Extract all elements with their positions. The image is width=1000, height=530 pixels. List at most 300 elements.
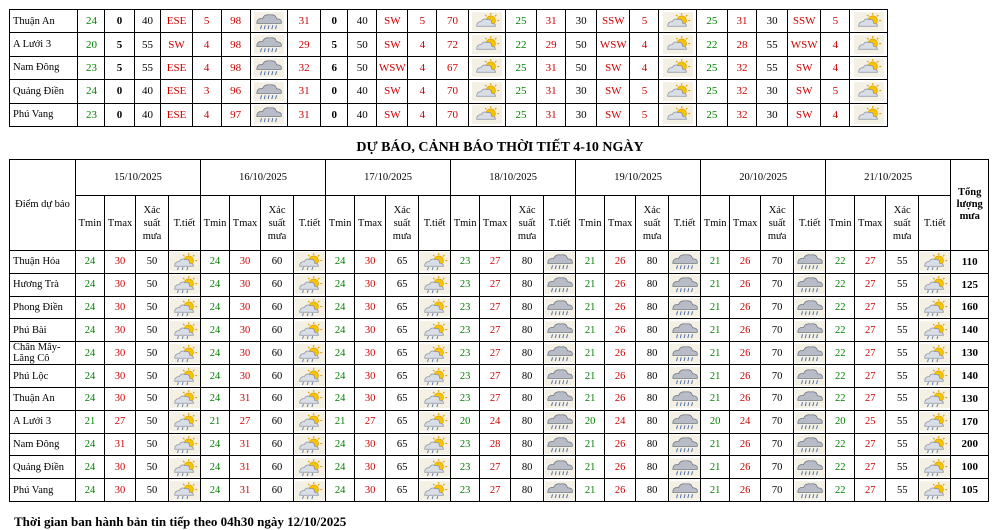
rain-probability: 80 bbox=[511, 387, 544, 410]
tmin-value: 24 bbox=[326, 342, 355, 365]
rain-cloud-icon bbox=[544, 433, 576, 456]
rain-probability: 50 bbox=[136, 365, 169, 388]
sun-cloud-rain-icon bbox=[294, 365, 326, 388]
tmin-value: 21 bbox=[701, 273, 730, 296]
tmax-value: 31 bbox=[230, 456, 261, 479]
weather-value: SSW bbox=[788, 10, 821, 33]
tmax-value: 30 bbox=[105, 296, 136, 319]
rain-cloud-icon bbox=[669, 251, 701, 274]
forecast-subheader: Tmax bbox=[605, 196, 636, 251]
rain-probability: 65 bbox=[386, 387, 419, 410]
rain-cloud-icon bbox=[669, 273, 701, 296]
forecast-subheader: Tmax bbox=[105, 196, 136, 251]
rain-cloud-icon bbox=[544, 273, 576, 296]
sun-cloud-rain-icon bbox=[169, 365, 201, 388]
rain-cloud-icon bbox=[669, 410, 701, 433]
tmin-value: 24 bbox=[76, 365, 105, 388]
weather-value: 28 bbox=[727, 33, 756, 56]
weather-value: 40 bbox=[134, 103, 161, 126]
weather-value: 5 bbox=[192, 10, 221, 33]
weather-value: 67 bbox=[437, 56, 468, 79]
sun-cloud-rain-icon bbox=[294, 479, 326, 502]
sun-cloud-rain-icon bbox=[419, 296, 451, 319]
sun-cloud-icon bbox=[850, 56, 888, 79]
tmax-value: 27 bbox=[355, 410, 386, 433]
tmin-value: 21 bbox=[701, 251, 730, 274]
tmax-value: 27 bbox=[480, 342, 511, 365]
forecast-subheader: T.tiết bbox=[544, 196, 576, 251]
rain-probability: 70 bbox=[761, 456, 794, 479]
sun-cloud-rain-icon bbox=[919, 342, 951, 365]
sun-cloud-rain-icon bbox=[294, 251, 326, 274]
weather-value: 32 bbox=[727, 56, 756, 79]
tmin-value: 24 bbox=[326, 479, 355, 502]
weather-value: 31 bbox=[288, 10, 321, 33]
tmin-value: 24 bbox=[201, 433, 230, 456]
forecast-subheader: Xác suất mưa bbox=[761, 196, 794, 251]
weather-value: 50 bbox=[348, 33, 377, 56]
total-rainfall: 200 bbox=[951, 433, 989, 456]
tmin-value: 21 bbox=[576, 387, 605, 410]
forecast-subheader: T.tiết bbox=[294, 196, 326, 251]
weather-value: 30 bbox=[757, 10, 788, 33]
tmax-value: 26 bbox=[605, 296, 636, 319]
sun-cloud-rain-icon bbox=[919, 433, 951, 456]
sun-cloud-rain-icon bbox=[169, 273, 201, 296]
tmin-value: 24 bbox=[201, 479, 230, 502]
forecast-subheader: T.tiết bbox=[669, 196, 701, 251]
tmin-value: 22 bbox=[826, 433, 855, 456]
weather-value: 40 bbox=[348, 10, 377, 33]
sun-cloud-rain-icon bbox=[169, 387, 201, 410]
weather-value: SW bbox=[788, 80, 821, 103]
place-name: A Lưới 3 bbox=[10, 410, 76, 433]
weather-value: 50 bbox=[348, 56, 377, 79]
weather-value: SW bbox=[597, 56, 630, 79]
rain-probability: 55 bbox=[886, 433, 919, 456]
tmin-value: 24 bbox=[76, 433, 105, 456]
tmax-value: 31 bbox=[230, 479, 261, 502]
current-weather-row bbox=[10, 103, 888, 126]
tmin-value: 21 bbox=[701, 319, 730, 342]
place-name: Quảng Điền bbox=[10, 80, 78, 103]
next-bulletin-note: Thời gian ban hành bản tin tiếp theo 04h30 ngày 12/10/2025 bbox=[14, 514, 347, 529]
sun-cloud-rain-icon bbox=[919, 456, 951, 479]
rain-probability: 70 bbox=[761, 319, 794, 342]
rain-probability: 60 bbox=[261, 433, 294, 456]
tmin-value: 23 bbox=[451, 319, 480, 342]
tmax-value: 30 bbox=[230, 319, 261, 342]
weather-value: 0 bbox=[105, 103, 134, 126]
rain-cloud-icon bbox=[794, 479, 826, 502]
rain-probability: 80 bbox=[636, 342, 669, 365]
weather-value: 5 bbox=[630, 80, 659, 103]
weather-value: SW bbox=[377, 33, 408, 56]
place-name: Thuận An bbox=[10, 10, 78, 33]
rain-probability: 55 bbox=[886, 410, 919, 433]
weather-value: SW bbox=[377, 80, 408, 103]
weather-value: 6 bbox=[321, 56, 348, 79]
weather-value: SW bbox=[161, 33, 192, 56]
total-rainfall: 140 bbox=[951, 365, 989, 388]
rain-cloud-icon bbox=[544, 410, 576, 433]
sun-cloud-rain-icon bbox=[419, 433, 451, 456]
weather-value: 70 bbox=[437, 10, 468, 33]
rain-cloud-icon bbox=[250, 103, 287, 126]
weather-value: 4 bbox=[192, 33, 221, 56]
weather-value: 0 bbox=[105, 10, 134, 33]
weather-value: 31 bbox=[727, 10, 756, 33]
rain-probability: 70 bbox=[761, 273, 794, 296]
rain-cloud-icon bbox=[544, 319, 576, 342]
forecast-subheader: Xác suất mưa bbox=[386, 196, 419, 251]
tmax-value: 24 bbox=[605, 410, 636, 433]
weather-value: 25 bbox=[505, 56, 536, 79]
weather-value: ESE bbox=[161, 56, 192, 79]
weather-value: 30 bbox=[757, 103, 788, 126]
tmin-value: 22 bbox=[826, 319, 855, 342]
tmin-value: 24 bbox=[76, 296, 105, 319]
weather-value: 25 bbox=[696, 103, 727, 126]
forecast-date: 21/10/2025 bbox=[826, 160, 951, 196]
rain-probability: 60 bbox=[261, 479, 294, 502]
tmin-value: 21 bbox=[576, 433, 605, 456]
tmin-value: 23 bbox=[451, 251, 480, 274]
tmin-value: 23 bbox=[451, 296, 480, 319]
place-name: Nam Đông bbox=[10, 433, 76, 456]
tmin-value: 22 bbox=[826, 365, 855, 388]
tmin-value: 21 bbox=[701, 433, 730, 456]
rain-cloud-icon bbox=[794, 342, 826, 365]
sun-cloud-rain-icon bbox=[169, 251, 201, 274]
weather-value: 70 bbox=[437, 80, 468, 103]
rain-probability: 50 bbox=[136, 456, 169, 479]
rain-probability: 55 bbox=[886, 319, 919, 342]
tmin-value: 22 bbox=[826, 251, 855, 274]
tmin-value: 24 bbox=[201, 319, 230, 342]
tmax-value: 30 bbox=[105, 456, 136, 479]
weather-value: ESE bbox=[161, 80, 192, 103]
weather-value: SSW bbox=[597, 10, 630, 33]
rain-probability: 80 bbox=[636, 296, 669, 319]
place-name: Nam Đông bbox=[10, 56, 78, 79]
rain-cloud-icon bbox=[544, 387, 576, 410]
weather-value: 22 bbox=[696, 33, 727, 56]
total-rainfall: 130 bbox=[951, 387, 989, 410]
rain-cloud-icon bbox=[250, 56, 287, 79]
forecast-subheader: T.tiết bbox=[919, 196, 951, 251]
tmax-value: 26 bbox=[605, 456, 636, 479]
rain-cloud-icon bbox=[544, 479, 576, 502]
weather-value: 32 bbox=[288, 56, 321, 79]
forecast-row bbox=[10, 479, 989, 502]
weather-value: 5 bbox=[630, 103, 659, 126]
tmax-value: 26 bbox=[730, 273, 761, 296]
tmax-value: 30 bbox=[230, 342, 261, 365]
rain-probability: 50 bbox=[136, 251, 169, 274]
tmax-value: 30 bbox=[355, 365, 386, 388]
total-rainfall: 160 bbox=[951, 296, 989, 319]
weather-value: 50 bbox=[566, 33, 597, 56]
tmax-value: 30 bbox=[105, 342, 136, 365]
tmax-value: 28 bbox=[480, 433, 511, 456]
rain-probability: 55 bbox=[886, 342, 919, 365]
weather-value: 55 bbox=[134, 33, 161, 56]
forecast-date: 16/10/2025 bbox=[201, 160, 326, 196]
forecast-row bbox=[10, 251, 989, 274]
rain-probability: 65 bbox=[386, 456, 419, 479]
tmin-value: 24 bbox=[76, 456, 105, 479]
tmax-value: 27 bbox=[480, 251, 511, 274]
rain-cloud-icon bbox=[250, 10, 287, 33]
weather-value: 31 bbox=[288, 80, 321, 103]
rain-probability: 80 bbox=[636, 479, 669, 502]
tmax-value: 27 bbox=[855, 433, 886, 456]
forecast-subheader: Tmin bbox=[576, 196, 605, 251]
rain-cloud-icon bbox=[250, 80, 287, 103]
rain-cloud-icon bbox=[669, 479, 701, 502]
rain-probability: 50 bbox=[136, 319, 169, 342]
weather-value: 25 bbox=[505, 103, 536, 126]
tmax-value: 30 bbox=[105, 479, 136, 502]
rain-probability: 70 bbox=[761, 251, 794, 274]
tmax-value: 27 bbox=[855, 296, 886, 319]
rain-probability: 55 bbox=[886, 251, 919, 274]
rain-probability: 65 bbox=[386, 433, 419, 456]
forecast-row bbox=[10, 342, 989, 365]
tmin-value: 23 bbox=[451, 479, 480, 502]
tmax-value: 27 bbox=[855, 319, 886, 342]
sun-cloud-rain-icon bbox=[294, 410, 326, 433]
tmin-value: 21 bbox=[576, 479, 605, 502]
sun-cloud-rain-icon bbox=[169, 456, 201, 479]
tmax-value: 30 bbox=[105, 387, 136, 410]
forecast-date: 18/10/2025 bbox=[451, 160, 576, 196]
rain-probability: 80 bbox=[511, 251, 544, 274]
tmax-value: 27 bbox=[480, 365, 511, 388]
rain-cloud-icon bbox=[794, 365, 826, 388]
weather-value: 50 bbox=[566, 56, 597, 79]
rain-probability: 70 bbox=[761, 433, 794, 456]
tmax-value: 31 bbox=[105, 433, 136, 456]
sun-cloud-rain-icon bbox=[294, 319, 326, 342]
tmax-value: 30 bbox=[355, 387, 386, 410]
tmax-value: 26 bbox=[730, 479, 761, 502]
weather-value: 31 bbox=[537, 10, 566, 33]
tmax-value: 31 bbox=[230, 433, 261, 456]
weather-value: 29 bbox=[537, 33, 566, 56]
tmax-value: 27 bbox=[855, 273, 886, 296]
tmin-value: 22 bbox=[826, 296, 855, 319]
rain-probability: 65 bbox=[386, 342, 419, 365]
rain-probability: 70 bbox=[761, 296, 794, 319]
tmin-value: 24 bbox=[201, 296, 230, 319]
weather-value: 4 bbox=[630, 56, 659, 79]
forecast-subheader: T.tiết bbox=[169, 196, 201, 251]
weather-value: 5 bbox=[630, 10, 659, 33]
sun-cloud-rain-icon bbox=[919, 296, 951, 319]
forecast-subheader: Tmin bbox=[451, 196, 480, 251]
sun-cloud-rain-icon bbox=[294, 342, 326, 365]
tmax-value: 27 bbox=[480, 296, 511, 319]
weather-value: 96 bbox=[221, 80, 250, 103]
tmax-value: 26 bbox=[730, 342, 761, 365]
weather-value: 22 bbox=[505, 33, 536, 56]
weather-value: 97 bbox=[221, 103, 250, 126]
tmin-value: 24 bbox=[326, 456, 355, 479]
weather-value: 5 bbox=[321, 33, 348, 56]
forecast-table bbox=[9, 159, 989, 502]
tmin-value: 24 bbox=[76, 342, 105, 365]
rain-cloud-icon bbox=[794, 319, 826, 342]
place-header: Điểm dự báo bbox=[10, 160, 76, 251]
rain-cloud-icon bbox=[544, 251, 576, 274]
tmin-value: 21 bbox=[701, 296, 730, 319]
place-name: Phú Vang bbox=[10, 479, 76, 502]
tmax-value: 26 bbox=[730, 296, 761, 319]
place-name: Thuận An bbox=[10, 387, 76, 410]
sun-cloud-rain-icon bbox=[419, 342, 451, 365]
forecast-subheader: Xác suất mưa bbox=[511, 196, 544, 251]
tmin-value: 21 bbox=[701, 365, 730, 388]
sun-cloud-rain-icon bbox=[169, 410, 201, 433]
tmin-value: 22 bbox=[826, 456, 855, 479]
rain-probability: 55 bbox=[886, 273, 919, 296]
forecast-row bbox=[10, 365, 989, 388]
weather-value: 24 bbox=[78, 80, 105, 103]
tmin-value: 24 bbox=[326, 387, 355, 410]
tmax-value: 30 bbox=[230, 365, 261, 388]
rain-probability: 55 bbox=[886, 479, 919, 502]
weather-value: 4 bbox=[630, 33, 659, 56]
forecast-subheader: Tmax bbox=[355, 196, 386, 251]
forecast-subheader: Tmax bbox=[730, 196, 761, 251]
tmin-value: 22 bbox=[826, 273, 855, 296]
weather-value: SW bbox=[377, 103, 408, 126]
weather-value: 25 bbox=[505, 80, 536, 103]
tmax-value: 26 bbox=[605, 319, 636, 342]
weather-value: 31 bbox=[288, 103, 321, 126]
tmin-value: 24 bbox=[201, 456, 230, 479]
rain-probability: 50 bbox=[136, 273, 169, 296]
weather-value: 31 bbox=[537, 56, 566, 79]
rain-probability: 80 bbox=[636, 365, 669, 388]
weather-value: 30 bbox=[566, 103, 597, 126]
weather-value: WSW bbox=[597, 33, 630, 56]
tmax-value: 24 bbox=[480, 410, 511, 433]
tmax-value: 30 bbox=[105, 251, 136, 274]
tmax-value: 27 bbox=[855, 342, 886, 365]
rain-cloud-icon bbox=[794, 433, 826, 456]
rain-probability: 70 bbox=[761, 410, 794, 433]
rain-probability: 55 bbox=[886, 296, 919, 319]
rain-probability: 80 bbox=[636, 319, 669, 342]
tmin-value: 20 bbox=[576, 410, 605, 433]
sun-cloud-rain-icon bbox=[169, 433, 201, 456]
forecast-subheader: T.tiết bbox=[794, 196, 826, 251]
sun-cloud-rain-icon bbox=[294, 273, 326, 296]
tmax-value: 30 bbox=[355, 319, 386, 342]
forecast-row bbox=[10, 319, 989, 342]
weather-value: 5 bbox=[821, 10, 850, 33]
tmin-value: 21 bbox=[326, 410, 355, 433]
tmax-value: 26 bbox=[605, 251, 636, 274]
place-name: Chân Mây-Lăng Cô bbox=[10, 342, 76, 365]
sun-cloud-icon bbox=[468, 56, 505, 79]
rain-probability: 80 bbox=[511, 365, 544, 388]
weather-value: 55 bbox=[757, 56, 788, 79]
sun-cloud-rain-icon bbox=[294, 296, 326, 319]
weather-value: 25 bbox=[696, 56, 727, 79]
weather-value: ESE bbox=[161, 10, 192, 33]
weather-value: SW bbox=[377, 10, 408, 33]
rain-probability: 65 bbox=[386, 319, 419, 342]
rain-probability: 80 bbox=[636, 387, 669, 410]
weather-value: 98 bbox=[221, 56, 250, 79]
weather-value: SW bbox=[788, 56, 821, 79]
rain-cloud-icon bbox=[794, 387, 826, 410]
weather-value: 4 bbox=[192, 103, 221, 126]
current-weather-row bbox=[10, 80, 888, 103]
forecast-date: 17/10/2025 bbox=[326, 160, 451, 196]
sun-cloud-rain-icon bbox=[294, 433, 326, 456]
forecast-title: DỰ BÁO, CẢNH BÁO THỜI TIẾT 4-10 NGÀY bbox=[356, 140, 644, 155]
tmax-value: 25 bbox=[855, 410, 886, 433]
tmax-value: 27 bbox=[480, 387, 511, 410]
tmax-value: 26 bbox=[605, 387, 636, 410]
tmax-value: 30 bbox=[230, 296, 261, 319]
weather-value: 25 bbox=[505, 10, 536, 33]
forecast-row bbox=[10, 387, 989, 410]
sun-cloud-rain-icon bbox=[419, 410, 451, 433]
rain-probability: 55 bbox=[886, 387, 919, 410]
weather-value: 24 bbox=[78, 10, 105, 33]
tmax-value: 26 bbox=[605, 273, 636, 296]
tmax-value: 24 bbox=[730, 410, 761, 433]
sun-cloud-rain-icon bbox=[419, 479, 451, 502]
sun-cloud-rain-icon bbox=[419, 319, 451, 342]
sun-cloud-icon bbox=[468, 80, 505, 103]
tmin-value: 24 bbox=[326, 433, 355, 456]
tmax-value: 30 bbox=[355, 479, 386, 502]
tmax-value: 26 bbox=[730, 456, 761, 479]
tmin-value: 22 bbox=[826, 342, 855, 365]
total-rainfall: 140 bbox=[951, 319, 989, 342]
rain-probability: 55 bbox=[886, 456, 919, 479]
rain-probability: 65 bbox=[386, 251, 419, 274]
current-weather-row bbox=[10, 33, 888, 56]
tmin-value: 24 bbox=[201, 342, 230, 365]
sun-cloud-icon bbox=[850, 33, 888, 56]
tmax-value: 27 bbox=[855, 251, 886, 274]
weather-value: 40 bbox=[134, 10, 161, 33]
rain-probability: 70 bbox=[761, 365, 794, 388]
tmin-value: 21 bbox=[576, 319, 605, 342]
weather-value: WSW bbox=[788, 33, 821, 56]
tmin-value: 23 bbox=[451, 273, 480, 296]
rain-probability: 60 bbox=[261, 319, 294, 342]
tmin-value: 23 bbox=[451, 387, 480, 410]
tmin-value: 24 bbox=[76, 251, 105, 274]
rain-cloud-icon bbox=[544, 296, 576, 319]
tmax-value: 30 bbox=[355, 433, 386, 456]
weather-value: 40 bbox=[348, 80, 377, 103]
tmax-value: 26 bbox=[730, 433, 761, 456]
current-weather-row bbox=[10, 10, 888, 33]
rain-probability: 80 bbox=[511, 479, 544, 502]
rain-probability: 50 bbox=[136, 410, 169, 433]
tmin-value: 24 bbox=[201, 251, 230, 274]
